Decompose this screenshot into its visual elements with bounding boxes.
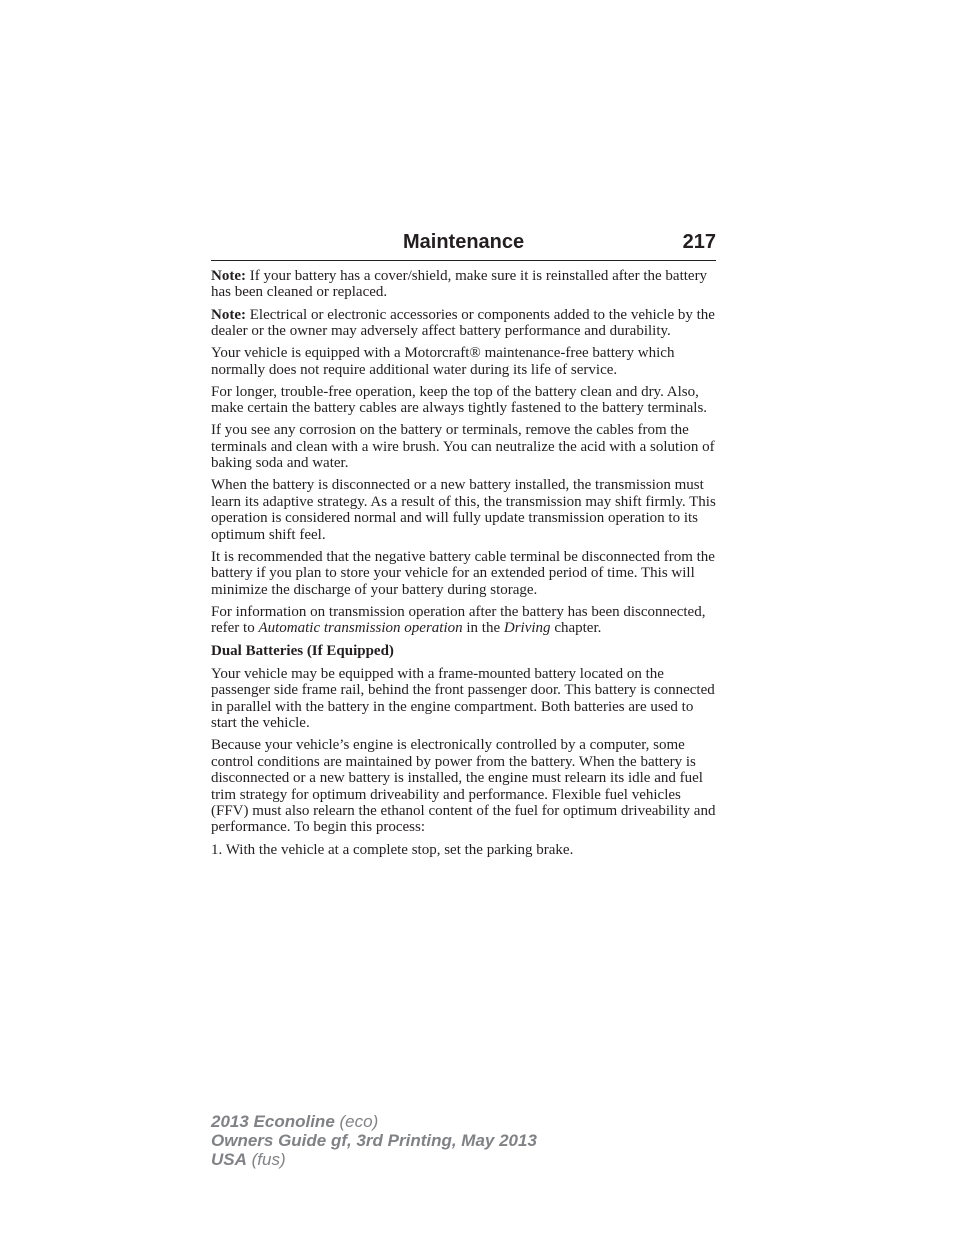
body-paragraph: Your vehicle may be equipped with a frame-mounted battery located on the passenger side frame rail, behind the front passenger door. This battery is connected in parallel with the battery in the engine compartment. Both batteries are used to start the vehicle. <box>211 665 715 732</box>
footer-market: USA <box>211 1150 247 1169</box>
footer-line <box>211 1150 537 1169</box>
note-text: If your battery has a cover/shield, make sure it is reinstalled after the battery has been cleaned or replaced. <box>211 268 708 301</box>
note-label: Note: <box>211 268 246 284</box>
note-label: Note: <box>211 306 246 323</box>
note-paragraph <box>211 307 719 340</box>
numbered-step: 1. With the vehicle at a complete stop, set the parking brake. <box>211 841 574 858</box>
page-footer <box>211 1112 537 1169</box>
body-paragraph: Your vehicle is equipped with a Motorcraft® maintenance-free battery which normally does not require additional water during its life of service. <box>211 345 675 378</box>
body-paragraph: It is recommended that the negative battery cable terminal be disconnected from the battery if you plan to store your vehicle for an extended period of time. This will minimize the discharge of your battery during storage. <box>211 548 715 598</box>
footer-model-code: (eco) <box>334 1112 379 1131</box>
body-paragraph: If you see any corrosion on the battery or terminals, remove the cables from the terminals and clean with a wire brush. You can neutralize the acid with a solution of baking soda and water. <box>211 422 715 472</box>
page-content <box>211 268 719 864</box>
footer-edition: Owners Guide gf, 3rd Printing, May 2013 <box>211 1131 537 1150</box>
page-number: 217 <box>682 231 716 253</box>
page-header <box>211 229 716 261</box>
cross-reference: Automatic transmission operation <box>258 620 463 637</box>
note-text: Electrical or electronic accessories or components added to the vehicle by the dealer or the owner may adversely affect battery performance and durability. <box>211 306 715 340</box>
footer-line <box>211 1112 537 1131</box>
footer-model: 2013 Econoline <box>211 1112 335 1131</box>
body-paragraph <box>211 604 719 637</box>
subsection-heading: Dual Batteries (If Equipped) <box>211 642 394 659</box>
body-paragraph: Because your vehicle’s engine is electronically controlled by a computer, some control conditions are maintained by power from the battery. When the battery is disconnected or a new battery is installed, the engine must relearn its idle and fuel trim strategy for optimum driveability and performance. Flexible fuel vehicles (FFV) must also relearn the ethanol content of the fuel for optimum driveability and performance. To begin this process: <box>211 737 716 836</box>
text-run: chapter. <box>550 620 602 637</box>
cross-reference: Driving <box>503 620 551 637</box>
note-paragraph <box>211 268 719 301</box>
section-title: Maintenance <box>403 231 525 253</box>
text-run: For information on transmission operation after the battery has been disconnected, refer to <box>211 603 706 637</box>
body-paragraph: When the battery is disconnected or a new battery installed, the transmission must learn its adaptive strategy. As a result of this, the transmission may shift firmly. This operation is considered normal and will fully update transmission operation to its optimum shift feel. <box>211 477 716 543</box>
text-run: in the <box>462 620 504 637</box>
body-paragraph: For longer, trouble-free operation, keep the top of the battery clean and dry. Also, make certain the battery cables are always tightly fastened to the battery terminals. <box>211 383 708 417</box>
footer-market-code: (fus) <box>246 1150 286 1169</box>
